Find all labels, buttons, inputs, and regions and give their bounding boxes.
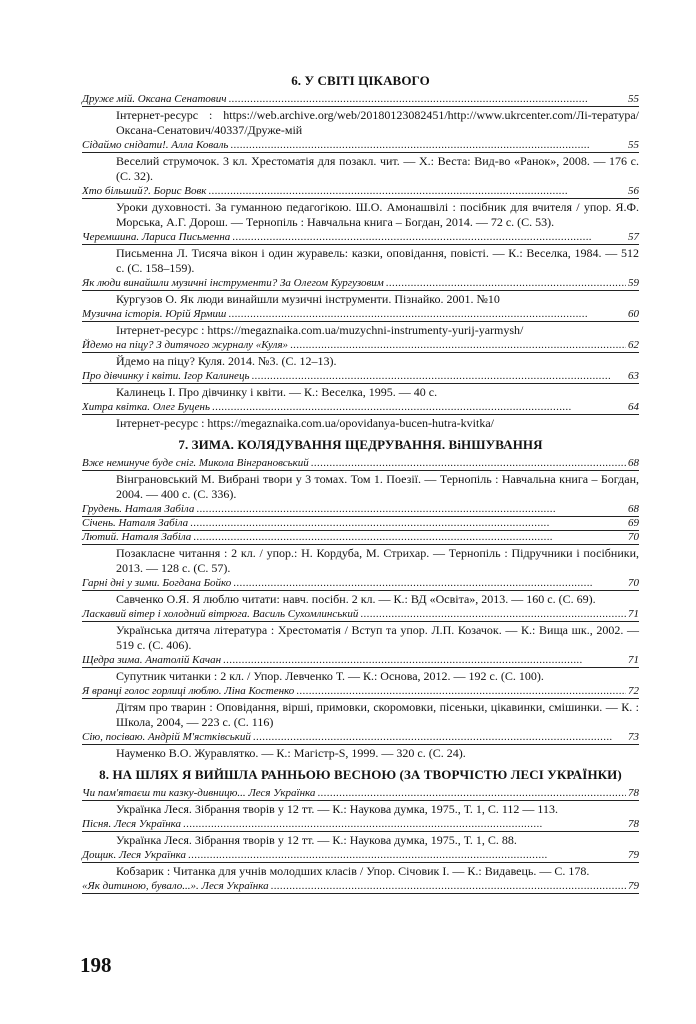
entry-title-line: [82, 731, 639, 745]
toc-entry: [82, 787, 639, 817]
dot-leader: [190, 517, 626, 530]
entry-page-number: 73: [628, 731, 639, 743]
entry-title: Лютий. Наталя Забіла: [82, 531, 192, 543]
dot-leader: [290, 339, 626, 352]
entry-title-line: [82, 654, 639, 668]
toc-entry: [82, 608, 639, 653]
entry-source: Кургузов О. Як люди винайшли музичні інструменти. Пізнайко. 2001. №10: [116, 292, 500, 306]
entry-title: Грудень. Наталя Забіла: [82, 503, 195, 515]
dot-leader: [253, 731, 626, 744]
entry-page-number: 57: [628, 231, 639, 243]
entry-page-number: 70: [628, 531, 639, 543]
section-heading: 8. НА ШЛЯХ Я ВИЙШЛА РАННЬОЮ ВЕСНОЮ (ЗА ТВОРЧІСТЮ ЛЕСІ УКРАЇНКИ): [99, 767, 622, 782]
entry-page-number: 79: [628, 849, 639, 861]
entry-title: Січень. Наталя Забіла: [82, 517, 189, 529]
entry-source: Інтернет-ресурс : https://web.archive.org/web/20180123082451/http://www.ukrcenter.com/Лі-тература/Оксана-Сенатович/40337/Друже-мій: [116, 108, 639, 137]
entry-source: Інтернет-ресурс : https://megaznaika.com.ua/muzychni-instrumenty-yurij-yarmysh/: [116, 323, 524, 337]
toc-entry: [82, 339, 639, 369]
toc-entry: [82, 185, 639, 230]
dot-leader: [251, 370, 626, 383]
toc-entry: [82, 93, 639, 138]
dot-leader: [228, 308, 626, 321]
toc-entry: [82, 231, 639, 276]
entry-title: Я вранці голос горлиці люблю. Ліна Костенко: [82, 685, 295, 697]
entry-title-line: [82, 231, 639, 245]
entry-page-number: 68: [628, 457, 639, 469]
entry-title: Сідаймо снідати!. Алла Коваль: [82, 139, 229, 151]
entry-title-line: [82, 608, 639, 622]
toc-entry: [82, 880, 639, 894]
entry-title-line: [82, 787, 639, 801]
entry-page-number: 72: [628, 685, 639, 697]
entry-title-line: [82, 503, 639, 517]
entry-title-line: [82, 880, 639, 894]
toc-entry: [82, 517, 639, 531]
entry-source: Калинець І. Про дівчинку і квіти. — К.: Веселка, 1995. — 40 с.: [116, 385, 438, 399]
entry-source: Письменна Л. Тисяча вікон і один журавель: казки, оповідання, повісті. — К.: Веселка, 1984. — 512 с. (С. 158–159).: [116, 246, 639, 275]
toc-entry: [82, 139, 639, 184]
entry-title: Йдемо на піцу? З дитячого журналу «Куля»: [82, 339, 289, 351]
entry-source: Савченко О.Я. Я люблю читати: навч. посібн. 2 кл. — К.: ВД «Освіта», 2013. — 160 с. (С. 69).: [116, 592, 596, 606]
entry-source: Науменко В.О. Журавлятко. — К.: Магістр-S, 1999. — 320 с. (С. 24).: [116, 746, 466, 760]
entry-source: Кобзарик : Читанка для учнів молодших класів / Упор. Січовик І. — К.: Видавець. — С. 178.: [116, 864, 590, 878]
entry-title: «Як дитиною, бувало...». Леся Українка: [82, 880, 269, 892]
toc-entry: [82, 401, 639, 431]
entry-page-number: 69: [628, 517, 639, 529]
toc-entry: [82, 370, 639, 400]
toc-entry: [82, 503, 639, 517]
dot-leader: [386, 277, 626, 290]
entry-title-line: [82, 577, 639, 591]
page-number: 198: [80, 953, 112, 977]
table-of-contents: [82, 70, 639, 894]
entry-page-number: 79: [628, 880, 639, 892]
entry-page-number: 70: [628, 577, 639, 589]
toc-entry: [82, 685, 639, 730]
toc-entry: [82, 308, 639, 338]
entry-title: Хто більший?. Борис Вовк: [82, 185, 207, 197]
toc-section: [82, 73, 639, 431]
entry-title-line: [82, 531, 639, 545]
entry-title-line: [82, 185, 639, 199]
entry-source: Українка Леся. Зібрання творів у 12 тт. — К.: Наукова думка, 1975., Т. 1, С. 88.: [116, 833, 517, 847]
dot-leader: [230, 139, 626, 152]
dot-leader: [188, 849, 626, 862]
entry-page-number: 62: [628, 339, 639, 351]
entry-page-number: 59: [628, 277, 639, 289]
entry-title-line: [82, 370, 639, 384]
entry-title: Щедра зима. Анатолій Качан: [82, 654, 222, 666]
toc-entry: [82, 577, 639, 607]
entry-source: Вінграновський М. Вибрані твори у 3 томах. Том 1. Поезії. — Тернопіль : Навчальна книга – Богдан, 2004. — 400 с. (С. 336).: [116, 472, 639, 501]
entry-title-line: [82, 139, 639, 153]
entry-title-line: [82, 685, 639, 699]
toc-entry: [82, 457, 639, 502]
section-heading: 7. ЗИМА. КОЛЯДУВАННЯ ЩЕДРУВАННЯ. ВіНШУВАННЯ: [178, 437, 543, 452]
entry-title-line: [82, 308, 639, 322]
entry-source: Українська дитяча література : Хрестоматія / Вступ та упор. Л.П. Козачок. — К.: Вища шк., 2002. — 519 с. (С. 406).: [116, 623, 639, 652]
entry-title: Сію, посіваю. Андрій М'ястківський: [82, 731, 251, 743]
dot-leader: [311, 457, 626, 470]
dot-leader: [212, 401, 626, 414]
entry-title-line: [82, 277, 639, 291]
entry-title: Черемшина. Лариса Письменна: [82, 231, 231, 243]
entry-title: Музична історія. Юрій Ярмиш: [82, 308, 227, 320]
entry-title-line: [82, 401, 639, 415]
entry-source: Українка Леся. Зібрання творів у 12 тт. — К.: Наукова думка, 1975., Т. 1, С. 112 — 113.: [116, 802, 558, 816]
entry-title: Дощик. Леся Українка: [82, 849, 187, 861]
entry-title: Гарні дні у зими. Богдана Бойко: [82, 577, 232, 589]
toc-section: [82, 437, 639, 761]
toc-section: [82, 767, 639, 894]
entry-title: Ласкавий вітер і холодний вітрюга. Василь Сухомлинський: [82, 608, 359, 620]
entry-source: Інтернет-ресурс : https://megaznaika.com.ua/opovidanya-bucen-hutra-kvitka/: [116, 416, 494, 430]
toc-entry: [82, 818, 639, 848]
dot-leader: [360, 608, 626, 621]
entry-source: Позакласне читання : 2 кл. / упор.: Н. Кордуба, М. Стрихар. — Тернопіль : Підручники і посібники, 2013. — 128 с. (С. 57).: [116, 546, 639, 575]
entry-page-number: 55: [628, 139, 639, 151]
dot-leader: [296, 685, 626, 698]
entry-title: Чи пам'ятаєш ти казку-дивницю... Леся Українка: [82, 787, 316, 799]
dot-leader: [208, 185, 626, 198]
entry-source: Уроки духовності. За гуманною педагогікою. Ш.О. Амонашвілі : посібник для вчителя / упор. Я.Ф. Морська, А.Г. Дорош. — Тернопіль : Навчальна книга – Богдан, 2014. — 72 с. (С. 53).: [116, 200, 639, 229]
entry-page-number: 64: [628, 401, 639, 413]
entry-title: Хитра квітка. Олег Буцень: [82, 401, 210, 413]
dot-leader: [232, 231, 626, 244]
entry-page-number: 63: [628, 370, 639, 382]
entry-title-line: [82, 457, 639, 471]
entry-page-number: 55: [628, 93, 639, 105]
dot-leader: [317, 787, 626, 800]
entry-title: Пісня. Леся Українка: [82, 818, 182, 830]
dot-leader: [223, 654, 626, 667]
entry-source: Веселий струмочок. 3 кл. Хрестоматія для позакл. чит. — Х.: Веста: Вид-во «Ранок», 2008. — 176 с. (С. 32).: [116, 154, 639, 183]
toc-entry: [82, 731, 639, 761]
toc-entry: [82, 277, 639, 307]
entry-title: Друже мій. Оксана Сенатович: [82, 93, 227, 105]
entry-page-number: 78: [628, 787, 639, 799]
entry-page-number: 71: [628, 654, 639, 666]
dot-leader: [183, 818, 626, 831]
dot-leader: [228, 93, 626, 106]
entry-title-line: [82, 818, 639, 832]
dot-leader: [233, 577, 626, 590]
entry-source: Дітям про тварин : Оповідання, вірші, примовки, скоромовки, пісеньки, цікавинки, смішинки. — К. : Школа, 2004, — 223 с. (С. 116): [116, 700, 639, 729]
dot-leader: [193, 531, 626, 544]
toc-entry: [82, 654, 639, 684]
entry-title-line: [82, 517, 639, 531]
entry-source: Йдемо на піцу? Куля. 2014. №3. (С. 12–13).: [116, 354, 337, 368]
entry-page-number: 71: [628, 608, 639, 620]
dot-leader: [196, 503, 626, 516]
entry-title-line: [82, 93, 639, 107]
entry-title: Про дівчинку і квіти. Ігор Калинець: [82, 370, 250, 382]
dot-leader: [271, 880, 626, 893]
entry-page-number: 78: [628, 818, 639, 830]
entry-page-number: 68: [628, 503, 639, 515]
entry-title-line: [82, 849, 639, 863]
toc-entry: [82, 531, 639, 576]
entry-title: Вже неминуче буде сніг. Микола Вінграновський: [82, 457, 309, 469]
toc-entry: [82, 849, 639, 879]
section-heading: 6. У СВІТІ ЦІКАВОГО: [291, 73, 430, 88]
entry-title-line: [82, 339, 639, 353]
entry-title: Як люди винайшли музичні інструменти? За Олегом Кургузовим: [82, 277, 384, 289]
entry-page-number: 56: [628, 185, 639, 197]
entry-source: Супутник читанки : 2 кл. / Упор. Левченко Т. — К.: Основа, 2012. — 192 с. (С. 100).: [116, 669, 544, 683]
entry-page-number: 60: [628, 308, 639, 320]
